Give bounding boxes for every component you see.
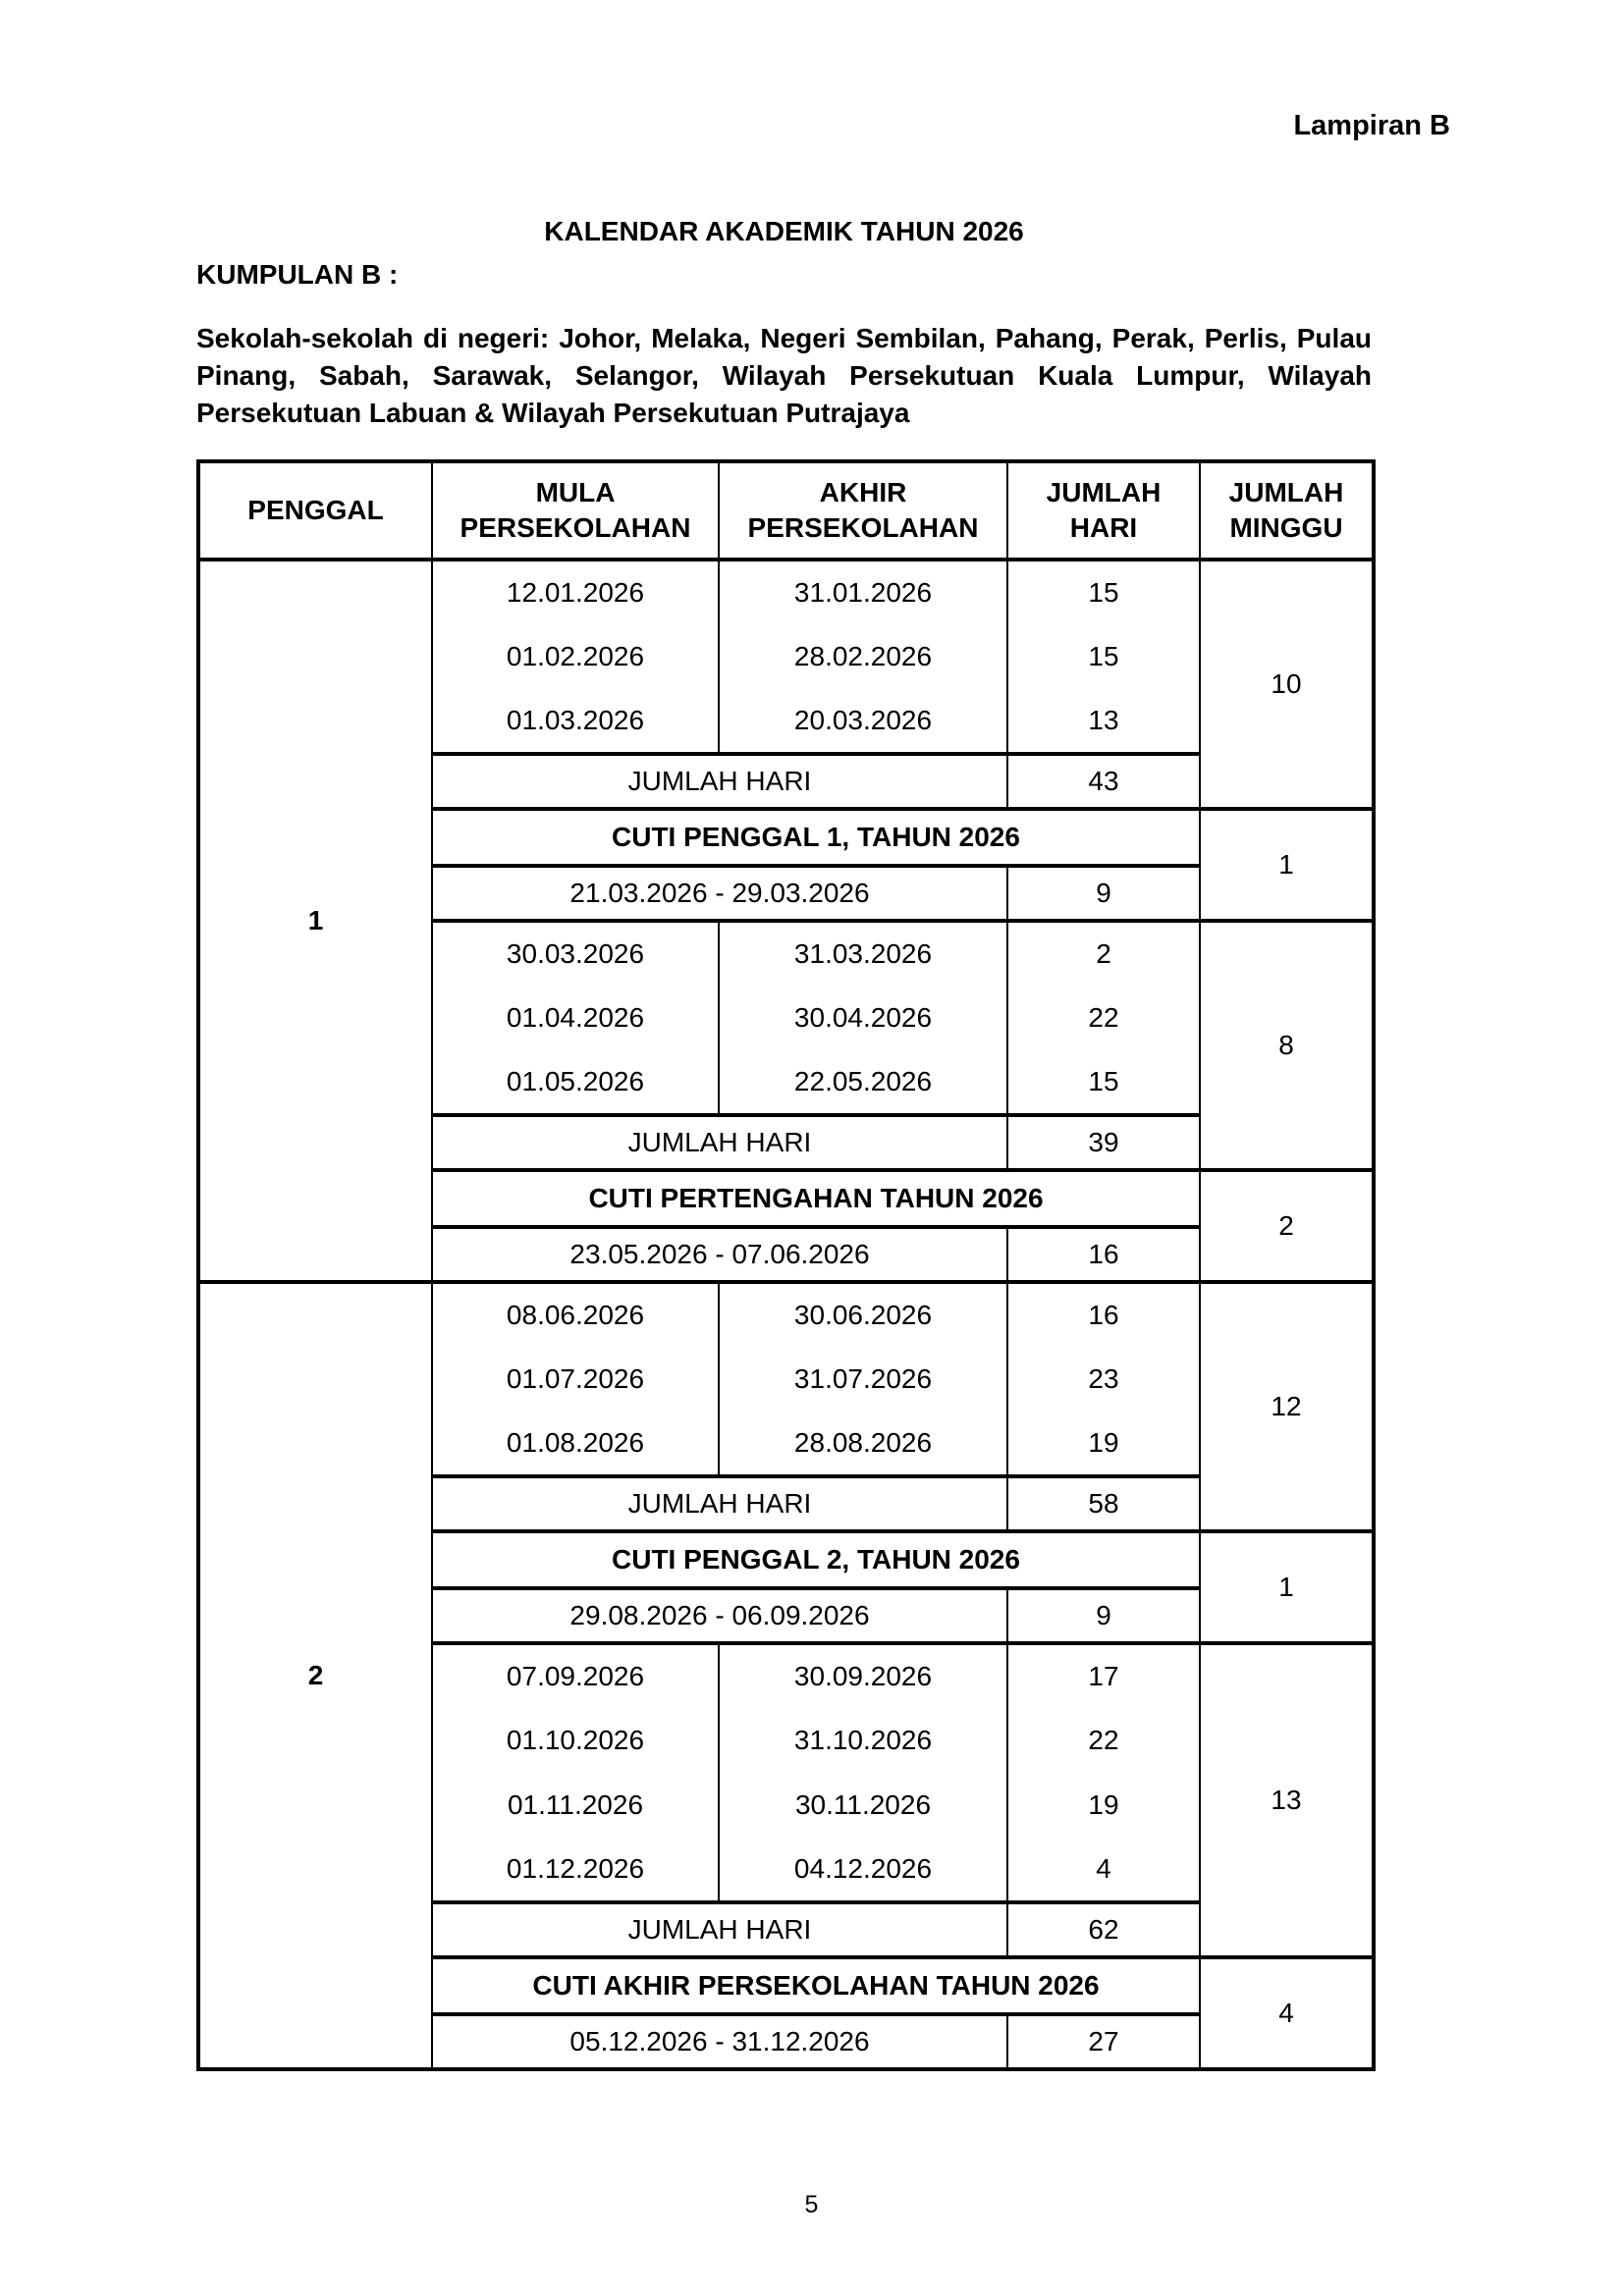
date-end-cell: 22.05.2026: [719, 1050, 1007, 1115]
weeks-cell: 1: [1200, 809, 1374, 921]
group-label: KUMPULAN B :: [196, 259, 399, 290]
sum-days-cell: 62: [1007, 1902, 1200, 1957]
sum-days-cell: 43: [1007, 754, 1200, 809]
date-end-cell: 28.08.2026: [719, 1412, 1007, 1476]
days-cell: 15: [1007, 624, 1200, 689]
days-cell: 23: [1007, 1347, 1200, 1412]
weeks-cell: 4: [1200, 1957, 1374, 2069]
academic-calendar-table: [196, 459, 1376, 2071]
col-header-akhir: AKHIR PERSEKOLAHAN: [719, 461, 1007, 560]
date-start-cell: 07.09.2026: [432, 1643, 719, 1708]
date-start-cell: 08.06.2026: [432, 1282, 719, 1347]
appendix-label: Lampiran B: [1293, 110, 1450, 141]
holiday-range-cell: 21.03.2026 - 29.03.2026: [432, 866, 1007, 921]
col-header-penggal: PENGGAL: [198, 461, 432, 560]
date-start-cell: 01.11.2026: [432, 1773, 719, 1838]
date-end-cell: 30.04.2026: [719, 986, 1007, 1050]
sum-label-cell: JUMLAH HARI: [432, 1476, 1007, 1531]
days-cell: 9: [1007, 866, 1200, 921]
date-end-cell: 04.12.2026: [719, 1838, 1007, 1902]
date-end-cell: 30.06.2026: [719, 1282, 1007, 1347]
sum-label-cell: JUMLAH HARI: [432, 1115, 1007, 1170]
days-cell: 13: [1007, 689, 1200, 754]
weeks-cell: 8: [1200, 921, 1374, 1170]
weeks-cell: 10: [1200, 560, 1374, 809]
sum-label-cell: JUMLAH HARI: [432, 754, 1007, 809]
days-cell: 15: [1007, 1050, 1200, 1115]
holiday-range-cell: 23.05.2026 - 07.06.2026: [432, 1227, 1007, 1282]
col-header-jumlah-minggu: JUMLAH MINGGU: [1200, 461, 1374, 560]
date-end-cell: 30.11.2026: [719, 1773, 1007, 1838]
days-cell: 16: [1007, 1227, 1200, 1282]
holiday-header-cell: CUTI AKHIR PERSEKOLAHAN TAHUN 2026: [432, 1957, 1200, 2014]
days-cell: 16: [1007, 1282, 1200, 1347]
date-start-cell: 30.03.2026: [432, 921, 719, 986]
col-header-mula: MULA PERSEKOLAHAN: [432, 461, 719, 560]
table-row: [198, 560, 1374, 624]
date-start-cell: 01.05.2026: [432, 1050, 719, 1115]
weeks-cell: 1: [1200, 1531, 1374, 1643]
date-start-cell: 01.07.2026: [432, 1347, 719, 1412]
date-start-cell: 01.10.2026: [432, 1708, 719, 1773]
penggal-cell: 1: [198, 560, 432, 1282]
days-cell: 15: [1007, 560, 1200, 624]
holiday-header-cell: CUTI PENGGAL 1, TAHUN 2026: [432, 809, 1200, 866]
page-number: 5: [804, 2191, 819, 2218]
penggal-cell: 2: [198, 1282, 432, 2069]
days-cell: 27: [1007, 2014, 1200, 2069]
date-end-cell: 31.10.2026: [719, 1708, 1007, 1773]
sum-label-cell: JUMLAH HARI: [432, 1902, 1007, 1957]
weeks-cell: 13: [1200, 1643, 1374, 1957]
col-header-jumlah-hari: JUMLAH HARI: [1007, 461, 1200, 560]
date-start-cell: 01.04.2026: [432, 986, 719, 1050]
date-end-cell: 28.02.2026: [719, 624, 1007, 689]
date-end-cell: 20.03.2026: [719, 689, 1007, 754]
date-start-cell: 12.01.2026: [432, 560, 719, 624]
days-cell: 4: [1007, 1838, 1200, 1902]
holiday-range-cell: 05.12.2026 - 31.12.2026: [432, 2014, 1007, 2069]
days-cell: 9: [1007, 1588, 1200, 1643]
holiday-range-cell: 29.08.2026 - 06.09.2026: [432, 1588, 1007, 1643]
date-start-cell: 01.12.2026: [432, 1838, 719, 1902]
page-title: KALENDAR AKADEMIK TAHUN 2026: [544, 216, 1024, 246]
sum-days-cell: 39: [1007, 1115, 1200, 1170]
days-cell: 19: [1007, 1773, 1200, 1838]
table-header-row: [198, 461, 1374, 560]
days-cell: 19: [1007, 1412, 1200, 1476]
date-start-cell: 01.08.2026: [432, 1412, 719, 1476]
date-end-cell: 31.07.2026: [719, 1347, 1007, 1412]
days-cell: 2: [1007, 921, 1200, 986]
date-start-cell: 01.02.2026: [432, 624, 719, 689]
weeks-cell: 12: [1200, 1282, 1374, 1531]
holiday-header-cell: CUTI PERTENGAHAN TAHUN 2026: [432, 1170, 1200, 1227]
weeks-cell: 2: [1200, 1170, 1374, 1282]
sum-days-cell: 58: [1007, 1476, 1200, 1531]
date-start-cell: 01.03.2026: [432, 689, 719, 754]
days-cell: 22: [1007, 986, 1200, 1050]
date-end-cell: 31.01.2026: [719, 560, 1007, 624]
date-end-cell: 31.03.2026: [719, 921, 1007, 986]
table-row: [198, 1282, 1374, 1347]
days-cell: 22: [1007, 1708, 1200, 1773]
days-cell: 17: [1007, 1643, 1200, 1708]
states-description: Sekolah-sekolah di negeri: Johor, Melaka, Negeri Sembilan, Pahang, Perak, Perlis, Pulau Pinang, Sabah, Sarawak, Selangor, Wilayah Persekutuan Kuala Lumpur, Wilayah Persekutuan Labuan & Wilayah Persekutuan Putrajaya: [196, 323, 1372, 429]
holiday-header-cell: CUTI PENGGAL 2, TAHUN 2026: [432, 1531, 1200, 1588]
date-end-cell: 30.09.2026: [719, 1643, 1007, 1708]
